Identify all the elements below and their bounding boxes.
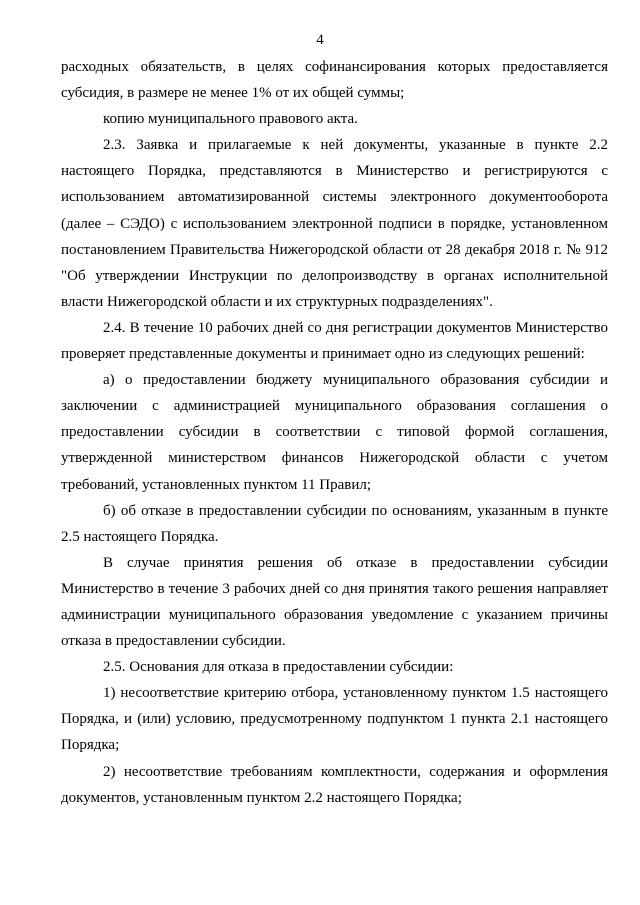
paragraph-clause-2-4: 2.4. В течение 10 рабочих дней со дня регистрации документов Министерство проверяет представленные документы и принимает одно из следующих решений: <box>61 319 608 363</box>
paragraph-legal-act-copy: копию муниципального правового акта. <box>103 111 358 128</box>
page-number: 4 <box>316 32 324 48</box>
paragraph-clause-2-5-1: 1) несоответствие критерию отбора, установленному пунктом 1.5 настоящего Порядка, и (или) условию, предусмотренному подпунктом 1 пункта 2.1 настоящего Порядка; <box>61 685 608 754</box>
paragraph-clause-2-5-2: 2) несоответствие требованиям комплектности, содержания и оформления документов, установленным пунктом 2.2 настоящего Порядка; <box>61 763 608 806</box>
document-body <box>61 54 608 811</box>
paragraph-refusal-notice: В случае принятия решения об отказе в предоставлении субсидии Министерство в течение 3 рабочих дней со дня принятия такого решения направляет администрации муниципального образования уведомление с указанием причины отказа в предоставлении субсидии. <box>61 554 608 650</box>
paragraph-clause-2-5: 2.5. Основания для отказа в предоставлении субсидии: <box>103 659 454 676</box>
paragraph-expenses-continuation: расходных обязательств, в целях софинансирования которых предоставляется субсидия, в размере не менее 1% от их общей суммы; <box>61 59 608 102</box>
paragraph-clause-2-3: 2.3. Заявка и прилагаемые к ней документы, указанные в пункте 2.2 настоящего Порядка, представляются в Министерство и регистрируются с использованием автоматизированной системы электронного документооборота (далее – СЭДО) с использованием электронной подписи в порядке, установленном постановлением Правительства Нижегородской области от 28 декабря 2018 г. № 912 "Об утверждении Инструкции по делопроизводству в органах исполнительной власти Нижегородской области и их структурных подразделениях". <box>61 137 608 310</box>
paragraph-clause-2-4-a: а) о предоставлении бюджету муниципального образования субсидии и заключении с администрацией муниципального образования соглашения о предоставлении субсидии в соответствии с типовой формой соглашения, утвержденной министерством финансов Нижегородской области с учетом требований, установленных пунктом 11 Правил; <box>61 372 608 493</box>
paragraph-clause-2-4-b: б) об отказе в предоставлении субсидии по основаниям, указанным в пункте 2.5 настоящего Порядка. <box>61 502 608 545</box>
